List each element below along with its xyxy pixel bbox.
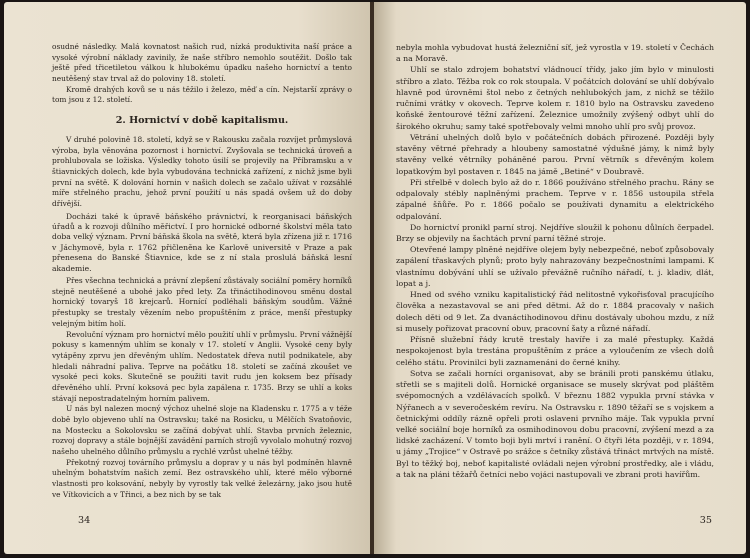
paragraph: nebyla mohla vybudovat hustá železniční síť, jež vyrostla v 19. století v Čechách a na Moravě. [396,43,714,64]
paragraph: U nás byl nalezen mocný výchoz uhelné sloje na Kladensku r. 1775 a v téže době bylo objeveno uhlí na Ostravsku; také na Rosicku, u Mělčích Svatoňovic, na Mostecku a Sokolovsku se začíná dobývat uhlí. Stavba prvních železnic, rozvoj dopravy a stále bojnější zavádění parních strojů vyvolalo mohutný rozvoj našeho uhelného důlního průmyslu a rychlé vzrůst uhelné těžby. [52,404,352,457]
paragraph: Sotva se začali horníci organisovat, aby se bránili proti panskému útlaku, střetli se s majiteli dolů. Hornické organisace se musely skrývat pod pláštěm svépomocných a vzdělávacích spolků. V březnu 1882 vypukla první stávka v Nýřanech a v severočeském revíru. Na Ostravsku r. 1890 těžaří se s vojskem a četnickými oddíly rázně opřeli proti oslaveni prvního máje. Tak vypukla první velké sociální boje horníků za osmihodinovou dobu pracovní, zvýšení mezd a za lidské zacházení. V tomto boji byli mrtví i ranění. O čtyři léta později, v r. 1894, u jámy „Trojice“ v Ostravě po srážce s četníky zůstává třináct mrtvých na místě. Byl to těžký boj, neboť kapitalisté ovládali nejen výrobní prostředky, ale i vládu, a tak na pláni těžařů četníci nebo vojáci nastupovali ve zbrani proti havířům. [396,368,714,479]
paragraph: osudné následky. Malá kovnatost našich rud, nízká produktivita naší práce a vysoké výrobní náklady zavinily, že naše stříbro nemohlo soutěžit. Došlo tak ještě před třicetiletou válkou k hlubokému úpadku našeho hornictví a tento neutěšený stav trval až do poloviny 18. století. [52,42,352,84]
paragraph: Kromě drahých kovů se u nás těžilo i železo, měď a cín. Nejstarší zprávy o tom jsou z 12. století. [52,84,352,105]
paragraph: Hned od svého vzniku kapitalistický řád nelitostně vykořisťoval pracujícího člověka a nezastavoval se ani před dětmi. Až do r. 1884 pracovaly v našich dolech děti od 9 let. Za dvanáctihodinovou dřinu dostávaly ubohou mzdu, z níž si musely pořizovat pracovní obuv, pracovní šaty a různé nářadí. [396,290,714,333]
page-number-right: 35 [699,515,712,526]
paragraph: Přísně služební řády krutě trestaly havíře i za malé přestupky. Každá nespokojenost byla trestána propuštěním z práce a vyloučením ze všech dolů celého státu. Provinilci byli zaznamenáni do černé knihy. [396,335,714,367]
left-page [4,2,372,554]
paragraph: Přes všechna technická a právní zlepšení zůstávaly sociální poměry horníků stejně neutěšené a ubohé jako před lety. Za třináctihodinovou směnu dostal hornický tovaryš 18 krejcarů. Hornící podléhali báňským soudům. Vážné přestupky se trestaly vězením nebo propuštěním z práce, menší přestupky velejným bitím holí. [52,276,352,328]
small-print-note: Docházi také k úpravě báňského právnictví, k reorganisaci báňských úřadů a k rozvoji důlního měřictví. I pro hornické odborné školství měla tato doba velký význam. První báňská škola na světě, která byla zřízena již r. 1716 v Jáchymově, byla r. 1762 přičleněna ke Karlově universitě v Praze a pak přenesena do Banské Štiavnice, kde se z ní stala proslulá báňská lesní akademie. [52,211,352,273]
paragraph: Větrání uhelných dolů bylo v počátečních dobách přirozené. Později byly stavěny větrné přehrady a hloubeny samostatné výdušné jámy, k nimž byly stavěny velké větrníky poháněné parou. První větrník s dřevěným kolem lopatkovým byl postaven r. 1845 na jámě „Betiné“ v Doubravě. [396,132,714,176]
paragraph: Překotný rozvoj továrního průmyslu a doprav y u nás byl podmíněn hlavně uhelným bohatstvím našich zemí. Bez ostravského uhlí, které mělo výborné vlastnosti pro koksování, nebyly by vyrostly tak velké železárny, jako jsou hutě ve Vítkovicích a v Třinci, a bez nich by se tak [52,457,352,499]
left-page-text [52,42,352,501]
paragraph: Při střelbě v dolech bylo až do r. 1866 používáno střelného prachu. Rány se odpalovaly stébly naplněnými prachem. Teprve v r. 1856 ustoupila střela zápalné šňůře. Po r. 1866 počalo se používati dynamitu a elektrického odpalování. [396,177,714,221]
paragraph: Uhlí se stalo zdrojem bohatství vládnoucí třídy, jako jím bylo v minulosti stříbro a zlato. Těžba rok co rok stoupala. V počátcích dolování se uhlí dobývalo hlavně pod úrovněmi štol nebo z četných nehlubokých jam, z nichž se těžilo ručními vrátky v okovech. Teprve kolem r. 1810 bylo na Ostravsku zavedeno koňské žentourové těžní zařízení. Železnice umožnily zvýšený odbyt uhlí do širokého okruhu; samy také spotřebovaly velmi mnoho uhlí pro svůj provoz. [396,65,714,131]
open-book [4,2,746,554]
paragraph: Revoluční význam pro hornictví mělo použití uhlí v průmyslu. První vážnější pokusy s kamenným uhlím se konaly v 17. století v Anglii. Vysoké ceny byly vytápěny zprvu jen dřevěným uhlím. Nedostatek dřeva nutil podnikatele, aby hledali náhradní paliva. Teprve na počátku 18. století se začíná zkoušet ve vysoké peci koks. Skutečně se použiti tavit rudu jen koksem bez přísady dřevěného uhlí. První koksová pec byla zapálena r. 1735. Brzy se uhlí a koks stávají nepostradatelným horním palivem. [52,329,352,403]
paragraph: V druhé polovině 18. století, když se v Rakousku začala rozvíjet průmyslová výroba, byla věnována pozornost i hornictví. Zvyšovala se technická úroveň a prohlubovala se ložiska. Výsledky tohoto úsilí se projevily na Příbramsku a v štiavnických dolech, kde byla vybudována technická zařízení, z nichž jsme byli první na světě. K dolování hornin v našich dolech se začalo užívat v rozsáhlé míře střelného prachu, jehož první použití u nás spadá ovšem už do doby dřívější. [52,134,352,208]
paragraph: Otevřené lampy plněné nejdříve olejem byly nebezpečné, neboť způsobovaly zapálení třaskavých plynů; proto byly nahrazovány bezpečnostními lampami. K vlastnímu dobývání uhlí se užívalo převážně ručního nářadí, t. j. kladiv, dlát, lopat a j. [396,245,714,288]
right-page-text [396,42,714,480]
page-number-left: 34 [78,515,91,526]
section-heading: 2. Hornictví v době kapitalismu. [115,115,289,127]
right-page [374,2,746,554]
paragraph: Do hornictví pronikl parní stroj. Nejdříve sloužil k pohonu důlních čerpadel. Brzy se objevily na šachtách první parní těžné stroje. [396,222,714,243]
